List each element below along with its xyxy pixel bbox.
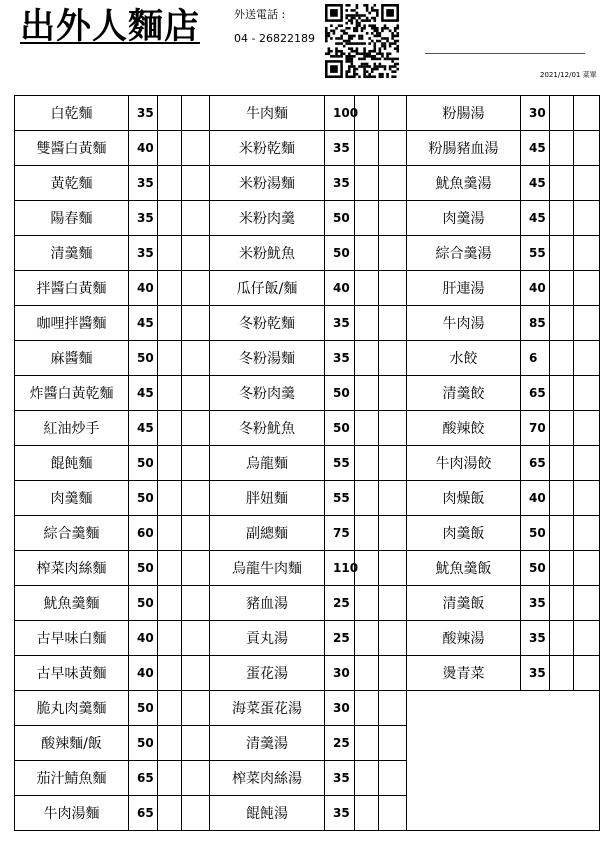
note-cell (574, 236, 600, 271)
note-cell (379, 726, 407, 761)
note-cell (182, 586, 210, 621)
menu-item-name: 副總麵 (210, 516, 325, 551)
qty-cell (355, 551, 379, 586)
menu-item-name: 酸辣餃 (407, 411, 521, 446)
menu-item-name: 紅油炒手 (15, 411, 129, 446)
qty-cell (355, 446, 379, 481)
note-cell (574, 376, 600, 411)
menu-item-price: 100 (325, 96, 355, 131)
menu-item-name: 雙醬白黃麵 (15, 131, 129, 166)
note-cell (574, 551, 600, 586)
qty-cell (158, 376, 182, 411)
menu-item-price: 60 (129, 516, 158, 551)
note-cell (574, 656, 600, 691)
menu-item-name: 清羹湯 (210, 726, 325, 761)
note-cell (379, 306, 407, 341)
menu-item-price: 50 (325, 236, 355, 271)
qty-cell (550, 551, 574, 586)
qty-cell (355, 96, 379, 131)
table-row (15, 96, 600, 131)
qty-cell (158, 761, 182, 796)
menu-item-price: 75 (325, 516, 355, 551)
table-row (15, 691, 600, 726)
note-cell (574, 306, 600, 341)
menu-item-price: 65 (521, 376, 550, 411)
note-cell (182, 271, 210, 306)
note-cell (182, 726, 210, 761)
menu-item-price: 35 (325, 131, 355, 166)
note-cell (574, 621, 600, 656)
menu-item-name: 米粉肉羹 (210, 201, 325, 236)
qty-cell (158, 726, 182, 761)
menu-item-price: 85 (521, 306, 550, 341)
menu-item-price: 35 (521, 656, 550, 691)
menu-item-name: 海菜蛋花湯 (210, 691, 325, 726)
menu-item-price: 65 (129, 761, 158, 796)
menu-item-name: 清羹餃 (407, 376, 521, 411)
qty-cell (550, 201, 574, 236)
menu-item-name: 拌醬白黃麵 (15, 271, 129, 306)
note-cell (574, 446, 600, 481)
table-row (15, 306, 600, 341)
note-cell (379, 446, 407, 481)
qty-cell (355, 796, 379, 831)
note-cell (379, 621, 407, 656)
menu-item-price: 30 (521, 96, 550, 131)
qty-cell (550, 271, 574, 306)
menu-item-name: 牛肉湯麵 (15, 796, 129, 831)
menu-item-name: 餛飩麵 (15, 446, 129, 481)
qty-cell (355, 656, 379, 691)
menu-item-name: 清羹麵 (15, 236, 129, 271)
menu-item-name: 瓜仔飯/麵 (210, 271, 325, 306)
menu-item-price: 65 (129, 796, 158, 831)
menu-item-name: 茄汁鯖魚麵 (15, 761, 129, 796)
note-cell (379, 516, 407, 551)
menu-item-name: 烏龍麵 (210, 446, 325, 481)
menu-item-name: 白乾麵 (15, 96, 129, 131)
blank-area (407, 691, 600, 831)
menu-item-name: 咖哩拌醬麵 (15, 306, 129, 341)
qty-cell (158, 201, 182, 236)
table-row (15, 446, 600, 481)
qty-cell (550, 586, 574, 621)
menu-item-price: 50 (129, 726, 158, 761)
menu-item-name: 餛飩湯 (210, 796, 325, 831)
menu-item-price: 50 (521, 551, 550, 586)
menu-item-name: 冬粉肉羹 (210, 376, 325, 411)
qty-cell (158, 621, 182, 656)
menu-item-name: 綜合羹麵 (15, 516, 129, 551)
menu-item-price: 50 (129, 586, 158, 621)
menu-item-price: 25 (325, 586, 355, 621)
menu-item-name: 清羹飯 (407, 586, 521, 621)
menu-item-name: 米粉湯麵 (210, 166, 325, 201)
qty-cell (550, 236, 574, 271)
note-cell (574, 271, 600, 306)
menu-item-price: 50 (325, 201, 355, 236)
note-cell (182, 691, 210, 726)
menu-item-name: 豬血湯 (210, 586, 325, 621)
menu-item-price: 50 (129, 446, 158, 481)
table-row (15, 551, 600, 586)
menu-item-name: 牛肉麵 (210, 96, 325, 131)
note-cell (379, 586, 407, 621)
menu-item-price: 25 (325, 726, 355, 761)
menu-item-name: 酸辣湯 (407, 621, 521, 656)
menu-item-name: 魷魚羹麵 (15, 586, 129, 621)
qty-cell (550, 306, 574, 341)
table-row (15, 201, 600, 236)
qty-cell (550, 96, 574, 131)
note-cell (182, 376, 210, 411)
phone-number: 04 - 26822189 (234, 32, 315, 45)
note-cell (182, 411, 210, 446)
menu-item-name: 米粉乾麵 (210, 131, 325, 166)
menu-item-name: 肉燥飯 (407, 481, 521, 516)
note-cell (379, 691, 407, 726)
qty-cell (355, 411, 379, 446)
shop-name: 出外人麵店 (20, 7, 201, 47)
qty-cell (355, 131, 379, 166)
table-row (15, 236, 600, 271)
note-cell (182, 201, 210, 236)
menu-item-price: 50 (521, 516, 550, 551)
menu-item-price: 35 (325, 306, 355, 341)
menu-item-name: 榨菜肉絲湯 (210, 761, 325, 796)
note-cell (379, 796, 407, 831)
qty-cell (158, 446, 182, 481)
note-cell (182, 551, 210, 586)
qty-cell (550, 446, 574, 481)
menu-item-name: 古早味黃麵 (15, 656, 129, 691)
menu-item-price: 40 (325, 271, 355, 306)
qty-cell (158, 341, 182, 376)
note-cell (379, 551, 407, 586)
note-cell (574, 481, 600, 516)
table-row (15, 586, 600, 621)
menu-item-name: 魷魚羹飯 (407, 551, 521, 586)
menu-item-name: 酸辣麵/飯 (15, 726, 129, 761)
table-row (15, 621, 600, 656)
menu-item-name: 蛋花湯 (210, 656, 325, 691)
qty-cell (355, 621, 379, 656)
menu-item-name: 綜合羹湯 (407, 236, 521, 271)
note-cell (182, 236, 210, 271)
menu-item-price: 45 (129, 411, 158, 446)
menu-item-price: 40 (129, 656, 158, 691)
qty-cell (355, 586, 379, 621)
note-cell (182, 761, 210, 796)
qty-cell (158, 796, 182, 831)
menu-item-name: 肉羹飯 (407, 516, 521, 551)
menu-item-price: 50 (129, 481, 158, 516)
menu-item-name: 冬粉湯麵 (210, 341, 325, 376)
menu-item-price: 40 (521, 271, 550, 306)
qty-cell (355, 516, 379, 551)
note-cell (379, 271, 407, 306)
qty-cell (158, 96, 182, 131)
note-cell (574, 586, 600, 621)
menu-item-name: 烏龍牛肉麵 (210, 551, 325, 586)
qty-cell (158, 131, 182, 166)
note-cell (574, 516, 600, 551)
qty-cell (158, 166, 182, 201)
menu-item-name: 肉羹麵 (15, 481, 129, 516)
menu-item-price: 50 (129, 691, 158, 726)
menu-item-name: 炸醬白黃乾麵 (15, 376, 129, 411)
qty-cell (550, 411, 574, 446)
menu-item-name: 肉羹湯 (407, 201, 521, 236)
qty-cell (158, 481, 182, 516)
note-cell (182, 306, 210, 341)
note-cell (379, 201, 407, 236)
signature-line (425, 53, 585, 54)
qty-cell (158, 551, 182, 586)
menu-item-name: 粉腸湯 (407, 96, 521, 131)
date-label: 2021/12/01 菜單 (540, 71, 597, 79)
qty-cell (355, 376, 379, 411)
note-cell (574, 96, 600, 131)
qty-cell (158, 271, 182, 306)
menu-item-price: 45 (521, 131, 550, 166)
menu-item-name: 水餃 (407, 341, 521, 376)
menu-item-price: 35 (129, 201, 158, 236)
menu-item-price: 50 (129, 341, 158, 376)
menu-item-name: 陽春麵 (15, 201, 129, 236)
menu-item-price: 65 (521, 446, 550, 481)
menu-item-price: 45 (521, 166, 550, 201)
table-row (15, 411, 600, 446)
menu-item-name: 米粉魷魚 (210, 236, 325, 271)
menu-item-price: 50 (325, 376, 355, 411)
note-cell (574, 411, 600, 446)
qty-cell (355, 691, 379, 726)
note-cell (379, 166, 407, 201)
note-cell (379, 761, 407, 796)
menu-item-price: 55 (521, 236, 550, 271)
menu-item-name: 冬粉乾麵 (210, 306, 325, 341)
note-cell (379, 481, 407, 516)
menu-item-price: 45 (129, 306, 158, 341)
menu-item-name: 麻醬麵 (15, 341, 129, 376)
menu-item-name: 牛肉湯 (407, 306, 521, 341)
table-row (15, 516, 600, 551)
menu-item-price: 45 (521, 201, 550, 236)
note-cell (379, 96, 407, 131)
menu-item-name: 黃乾麵 (15, 166, 129, 201)
menu-item-price: 40 (129, 271, 158, 306)
menu-item-price: 45 (129, 376, 158, 411)
menu-item-price: 55 (325, 446, 355, 481)
note-cell (379, 236, 407, 271)
qty-cell (355, 271, 379, 306)
menu-item-price: 30 (325, 691, 355, 726)
menu-item-price: 35 (129, 166, 158, 201)
menu-item-price: 35 (325, 796, 355, 831)
menu-item-price: 50 (129, 551, 158, 586)
table-row (15, 656, 600, 691)
menu-item-price: 40 (521, 481, 550, 516)
qty-cell (158, 306, 182, 341)
menu-item-price: 35 (129, 236, 158, 271)
note-cell (379, 411, 407, 446)
table-row (15, 376, 600, 411)
qty-cell (355, 481, 379, 516)
menu-item-price: 40 (129, 621, 158, 656)
qty-cell (355, 341, 379, 376)
note-cell (182, 796, 210, 831)
qty-cell (550, 516, 574, 551)
table-row (15, 166, 600, 201)
menu-item-price: 35 (521, 586, 550, 621)
qty-cell (158, 236, 182, 271)
qty-cell (355, 166, 379, 201)
note-cell (182, 481, 210, 516)
menu-item-price: 35 (325, 166, 355, 201)
menu-item-price: 25 (325, 621, 355, 656)
qty-cell (550, 376, 574, 411)
qty-cell (550, 481, 574, 516)
qty-cell (158, 516, 182, 551)
qty-cell (355, 726, 379, 761)
qty-cell (550, 341, 574, 376)
note-cell (182, 621, 210, 656)
note-cell (379, 341, 407, 376)
note-cell (182, 166, 210, 201)
menu-item-price: 50 (325, 411, 355, 446)
note-cell (182, 446, 210, 481)
menu-table (14, 95, 600, 831)
note-cell (182, 516, 210, 551)
note-cell (379, 376, 407, 411)
table-row (15, 341, 600, 376)
menu-item-price: 70 (521, 411, 550, 446)
menu-item-price: 35 (129, 96, 158, 131)
menu-item-price: 40 (129, 131, 158, 166)
qty-cell (550, 131, 574, 166)
menu-item-price: 35 (325, 761, 355, 796)
menu-item-price: 35 (325, 341, 355, 376)
note-cell (379, 131, 407, 166)
menu-item-name: 肝連湯 (407, 271, 521, 306)
note-cell (574, 341, 600, 376)
menu-item-name: 冬粉魷魚 (210, 411, 325, 446)
qty-cell (158, 691, 182, 726)
menu-item-price: 6 (521, 341, 550, 376)
qty-cell (355, 306, 379, 341)
qty-cell (355, 201, 379, 236)
menu-item-price: 110 (325, 551, 355, 586)
note-cell (182, 341, 210, 376)
qty-cell (550, 656, 574, 691)
menu-item-name: 脆丸肉羹麵 (15, 691, 129, 726)
menu-item-name: 古早味白麵 (15, 621, 129, 656)
menu-item-name: 魷魚羹湯 (407, 166, 521, 201)
note-cell (182, 96, 210, 131)
menu-item-name: 牛肉湯餃 (407, 446, 521, 481)
qty-cell (158, 411, 182, 446)
qty-cell (550, 621, 574, 656)
table-row (15, 271, 600, 306)
note-cell (182, 656, 210, 691)
menu-item-name: 粉腸豬血湯 (407, 131, 521, 166)
menu-item-price: 30 (325, 656, 355, 691)
menu-item-price: 55 (325, 481, 355, 516)
qr-code-icon (325, 4, 399, 78)
note-cell (379, 656, 407, 691)
note-cell (574, 201, 600, 236)
menu-item-price: 35 (521, 621, 550, 656)
table-row (15, 481, 600, 516)
note-cell (574, 166, 600, 201)
note-cell (574, 131, 600, 166)
qty-cell (550, 166, 574, 201)
note-cell (182, 131, 210, 166)
phone-label: 外送電話 : (234, 8, 286, 21)
qty-cell (158, 656, 182, 691)
qty-cell (355, 761, 379, 796)
qty-cell (355, 236, 379, 271)
qty-cell (158, 586, 182, 621)
table-row (15, 131, 600, 166)
menu-item-name: 燙青菜 (407, 656, 521, 691)
menu-item-name: 榨菜肉絲麵 (15, 551, 129, 586)
menu-item-name: 胖妞麵 (210, 481, 325, 516)
menu-item-name: 貢丸湯 (210, 621, 325, 656)
